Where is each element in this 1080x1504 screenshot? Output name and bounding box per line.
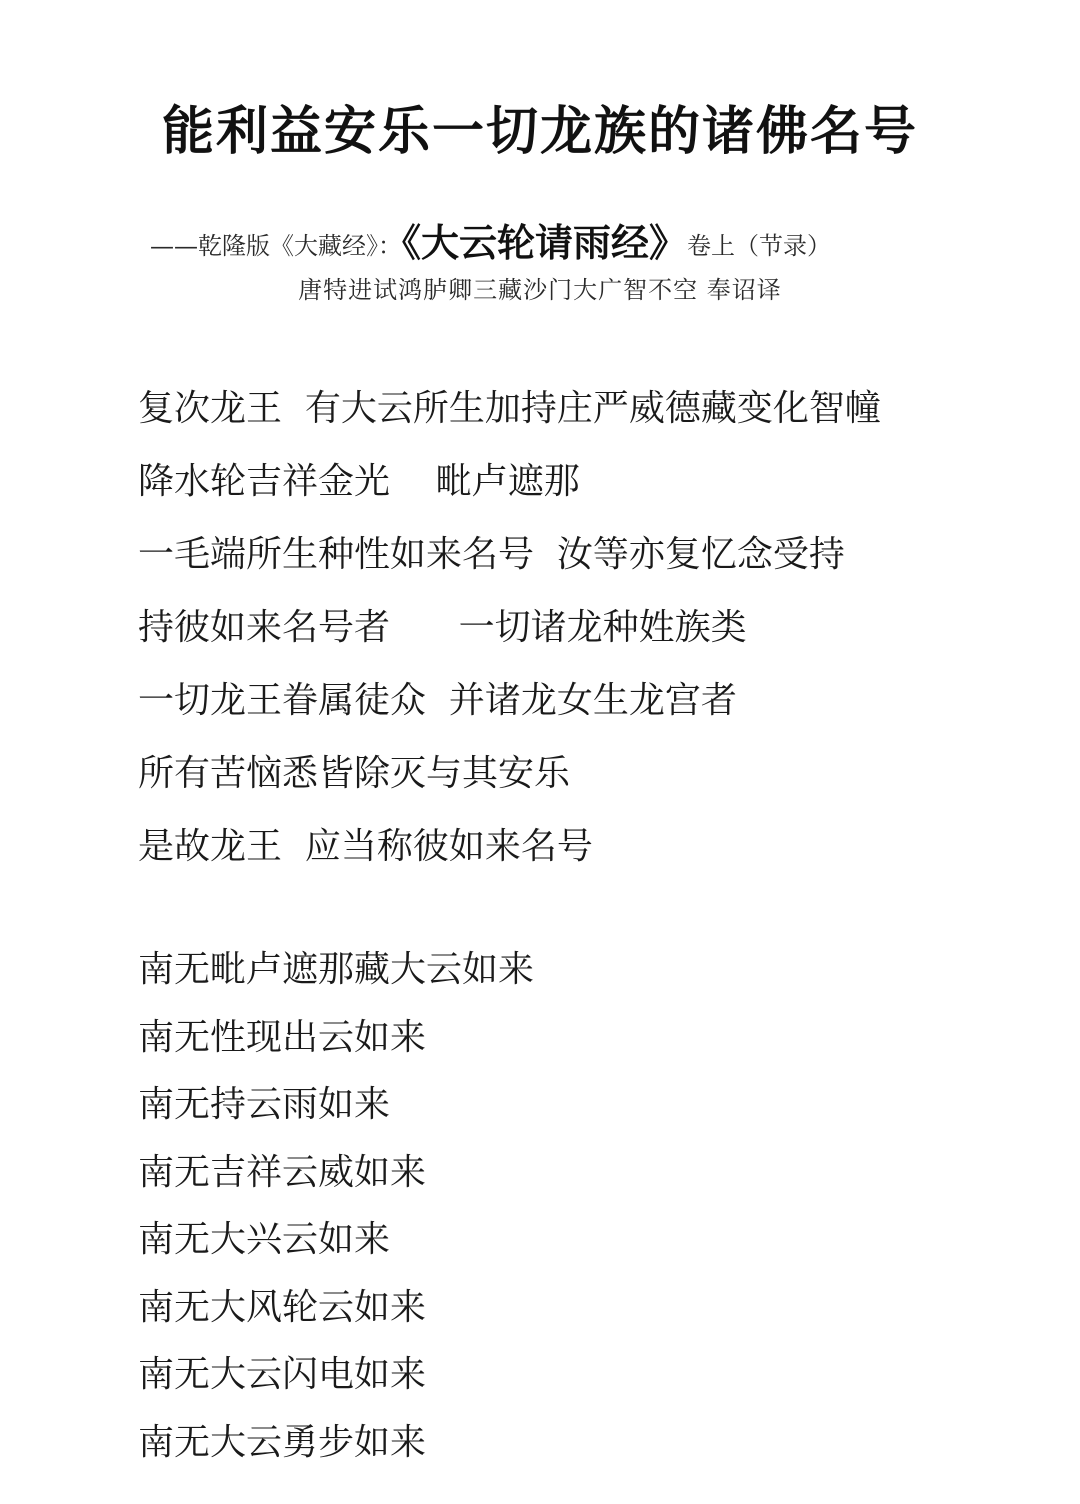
- passage-line: 所有苦恼悉皆除灭与其安乐: [138, 753, 571, 794]
- buddha-name-item: 南无大兴云如来: [138, 1219, 391, 1260]
- sutra-title: 《大云轮请雨经》: [402, 221, 688, 265]
- buddha-name-item: 南无大云闪电如来: [138, 1354, 427, 1395]
- source-line: [150, 218, 950, 271]
- passage-line: 是故龙王 应当称彼如来名号: [138, 826, 593, 867]
- source-prefix: ——乾隆版《大藏经》：: [150, 232, 402, 260]
- passage-line: 一毛端所生种性如来名号 汝等亦复忆念受持: [138, 534, 845, 575]
- buddha-name-item: 南无性现出云如来: [138, 1016, 427, 1058]
- passage: [138, 372, 1038, 883]
- buddha-name-item: 南无大风轮云如来: [138, 1286, 427, 1328]
- buddha-name-item: 南无持云雨如来: [138, 1084, 391, 1125]
- page-title: 能利益安乐一切龙族的诸佛名号: [161, 102, 918, 162]
- buddha-name-item: 南无毗卢遮那藏大云如来: [138, 949, 535, 990]
- passage-line: 复次龙王 有大云所生加持庄严威德藏变化智幢: [138, 388, 881, 429]
- buddha-name-item: 南无吉祥云威如来: [138, 1151, 427, 1193]
- passage-line: 持彼如来名号者 一切诸龙种姓族类: [138, 607, 747, 648]
- source-suffix: 卷上（节录）: [687, 232, 832, 260]
- buddha-names-list: [138, 936, 1038, 1476]
- passage-line: 一切龙王眷属徒众 并诸龙女生龙宫者: [138, 680, 737, 721]
- passage-line: 降水轮吉祥金光 毗卢遮那: [138, 461, 580, 502]
- buddha-name-item: 南无大云勇步如来: [138, 1421, 427, 1463]
- translator-line: 唐特进试鸿胪卿三藏沙门大广智不空 奉诏译: [298, 276, 782, 304]
